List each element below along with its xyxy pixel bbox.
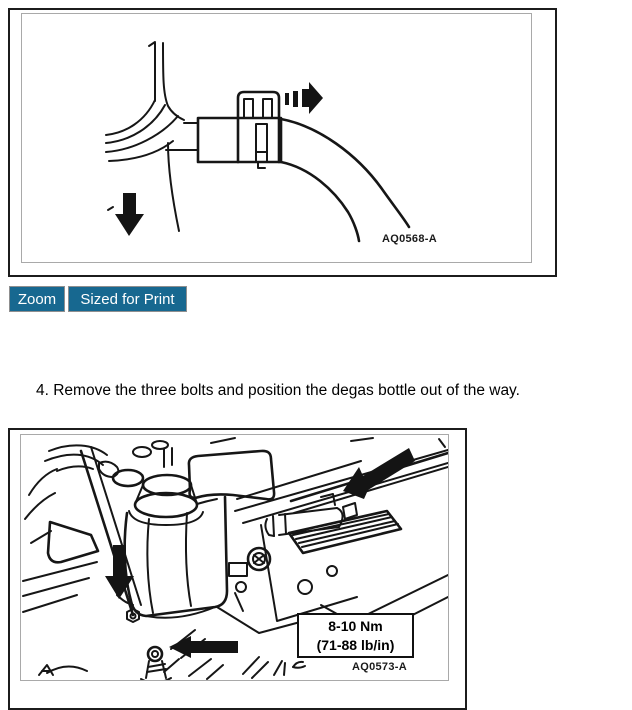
zoom-button[interactable]: Zoom (9, 286, 65, 312)
step-4-text: 4. Remove the three bolts and position the degas bottle out of the way. (36, 382, 520, 399)
sized-for-print-button[interactable]: Sized for Print (68, 286, 187, 312)
down-arrow-icon (115, 193, 144, 236)
motion-dash-icon (293, 91, 298, 107)
degas-diagram-image (20, 434, 449, 681)
figure2-label: AQ0573-A (352, 661, 407, 673)
torque-line-1: 8-10 Nm (328, 618, 383, 634)
right-arrow-icon (302, 82, 323, 114)
connector-drawing (22, 14, 531, 262)
connector-diagram-image (21, 13, 532, 263)
down-left-arrow-icon (343, 448, 415, 499)
torque-line-2: (71-88 lb/in) (316, 637, 395, 653)
motion-dash-icon (285, 93, 289, 105)
torque-callout (297, 613, 414, 658)
figure-connector-frame (8, 8, 557, 277)
figure-degas-frame (8, 428, 467, 710)
figure1-label: AQ0568-A (382, 233, 437, 245)
